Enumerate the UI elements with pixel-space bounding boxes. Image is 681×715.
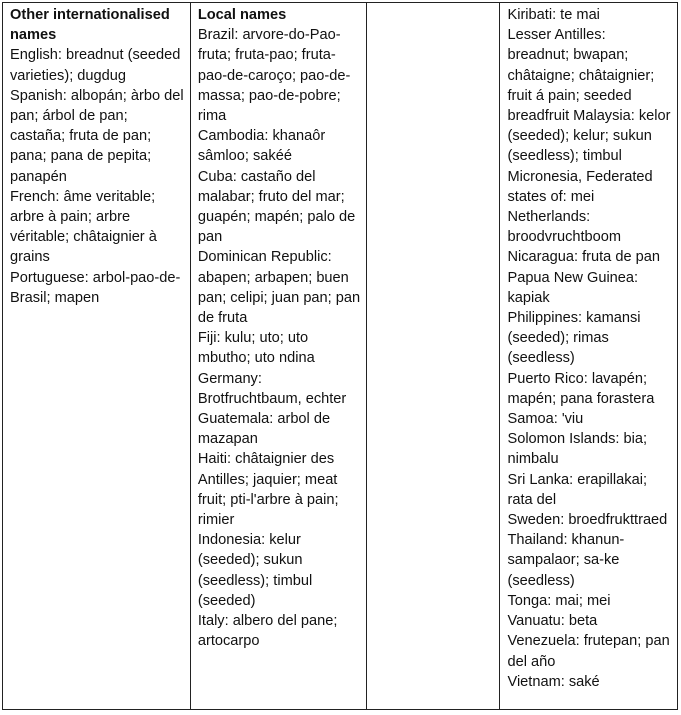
name-entry: Thailand: khanun-sampalaor; sa-ke (seedless) <box>507 532 625 589</box>
column-other-internationalised-names <box>3 3 191 710</box>
name-entry: Kiribati: te mai <box>507 7 600 23</box>
name-entry: Netherlands: broodvruchtboom <box>507 209 622 246</box>
name-entry: Fiji: kulu; uto; uto mbutho; uto ndina <box>197 330 315 367</box>
name-entry: Cambodia: khanaôr sâmloo; sakéé <box>197 128 326 165</box>
name-entry: Tonga: mai; mei <box>507 592 611 609</box>
name-entry: Philippines: kamansi (seeded); rimas (seedless) <box>507 310 641 367</box>
name-entry: Brazil: arvore-do-Pao-fruta; fruta-pao; fruta-pao-de-caroço; pao-de-massa; pao-de-pobre; rima <box>197 27 351 125</box>
name-entry: Venezuela: frutepan; pan del año <box>507 633 670 670</box>
name-entry: Indonesia: kelur (seeded); sukun (seedless); timbul (seeded) <box>197 532 313 609</box>
name-entry: Vanuatu: beta <box>507 613 598 630</box>
name-entry: Samoa: 'viu <box>507 411 584 428</box>
name-entry: Germany: Brotfruchtbaum, echter <box>197 370 347 407</box>
column-local-names <box>190 3 366 710</box>
name-entry: English: breadnut (seeded varieties); dugdug <box>10 47 181 84</box>
name-entry: Lesser Antilles: breadnut; bwapan; châtaigne; châtaignier; fruit á pain; seeded breadfruit Malaysia: kelor (seeded); kelur; sukun (seedless); timbul Micronesia, Federated states of: mei <box>507 27 671 205</box>
name-entry: Papua New Guinea: kapiak <box>507 269 639 306</box>
empty-column <box>367 3 500 710</box>
name-entry: Spanish: albopán; àrbo del pan; árbol de pan; castaña; fruta de pan; pana; pana de pepita; panapén <box>10 87 184 185</box>
name-entry: Guatemala: arbol de mazapan <box>197 411 331 448</box>
name-entry: Solomon Islands: bia; nimbalu <box>507 431 648 468</box>
table-row <box>3 3 678 710</box>
name-entry: Portuguese: arbol-pao-de-Brasil; mapen <box>10 269 181 306</box>
name-entry: Puerto Rico: lavapén; mapén; pana forastera <box>507 370 655 407</box>
name-entry: Haiti: châtaignier des Antilles; jaquier; meat fruit; pti-l'arbre à pain; rimier <box>197 451 339 529</box>
name-entry: Sri Lanka: erapillakai; rata del <box>507 471 647 508</box>
name-entry: Vietnam: saké <box>507 673 600 690</box>
name-entry: Nicaragua: fruta de pan <box>507 249 660 266</box>
column-heading: Other internationalised names <box>10 7 170 44</box>
name-entry: Dominican Republic: abapen; arbapen; buen pan; celipi; juan pan; pan de fruta <box>197 249 361 327</box>
column-local-names-continued <box>500 3 678 710</box>
name-entry: French: âme veritable; arbre à pain; arbre véritable; châtaignier à grains <box>10 188 157 266</box>
column-heading: Local names <box>197 7 287 23</box>
names-table <box>2 2 678 710</box>
name-entry: Italy: albero del pane; artocarpo <box>197 613 338 650</box>
name-entry: Sweden: broedfrukttraed <box>507 512 668 529</box>
name-entry: Cuba: castaño del malabar; fruto del mar; guapén; mapén; palo de pan <box>197 168 356 246</box>
